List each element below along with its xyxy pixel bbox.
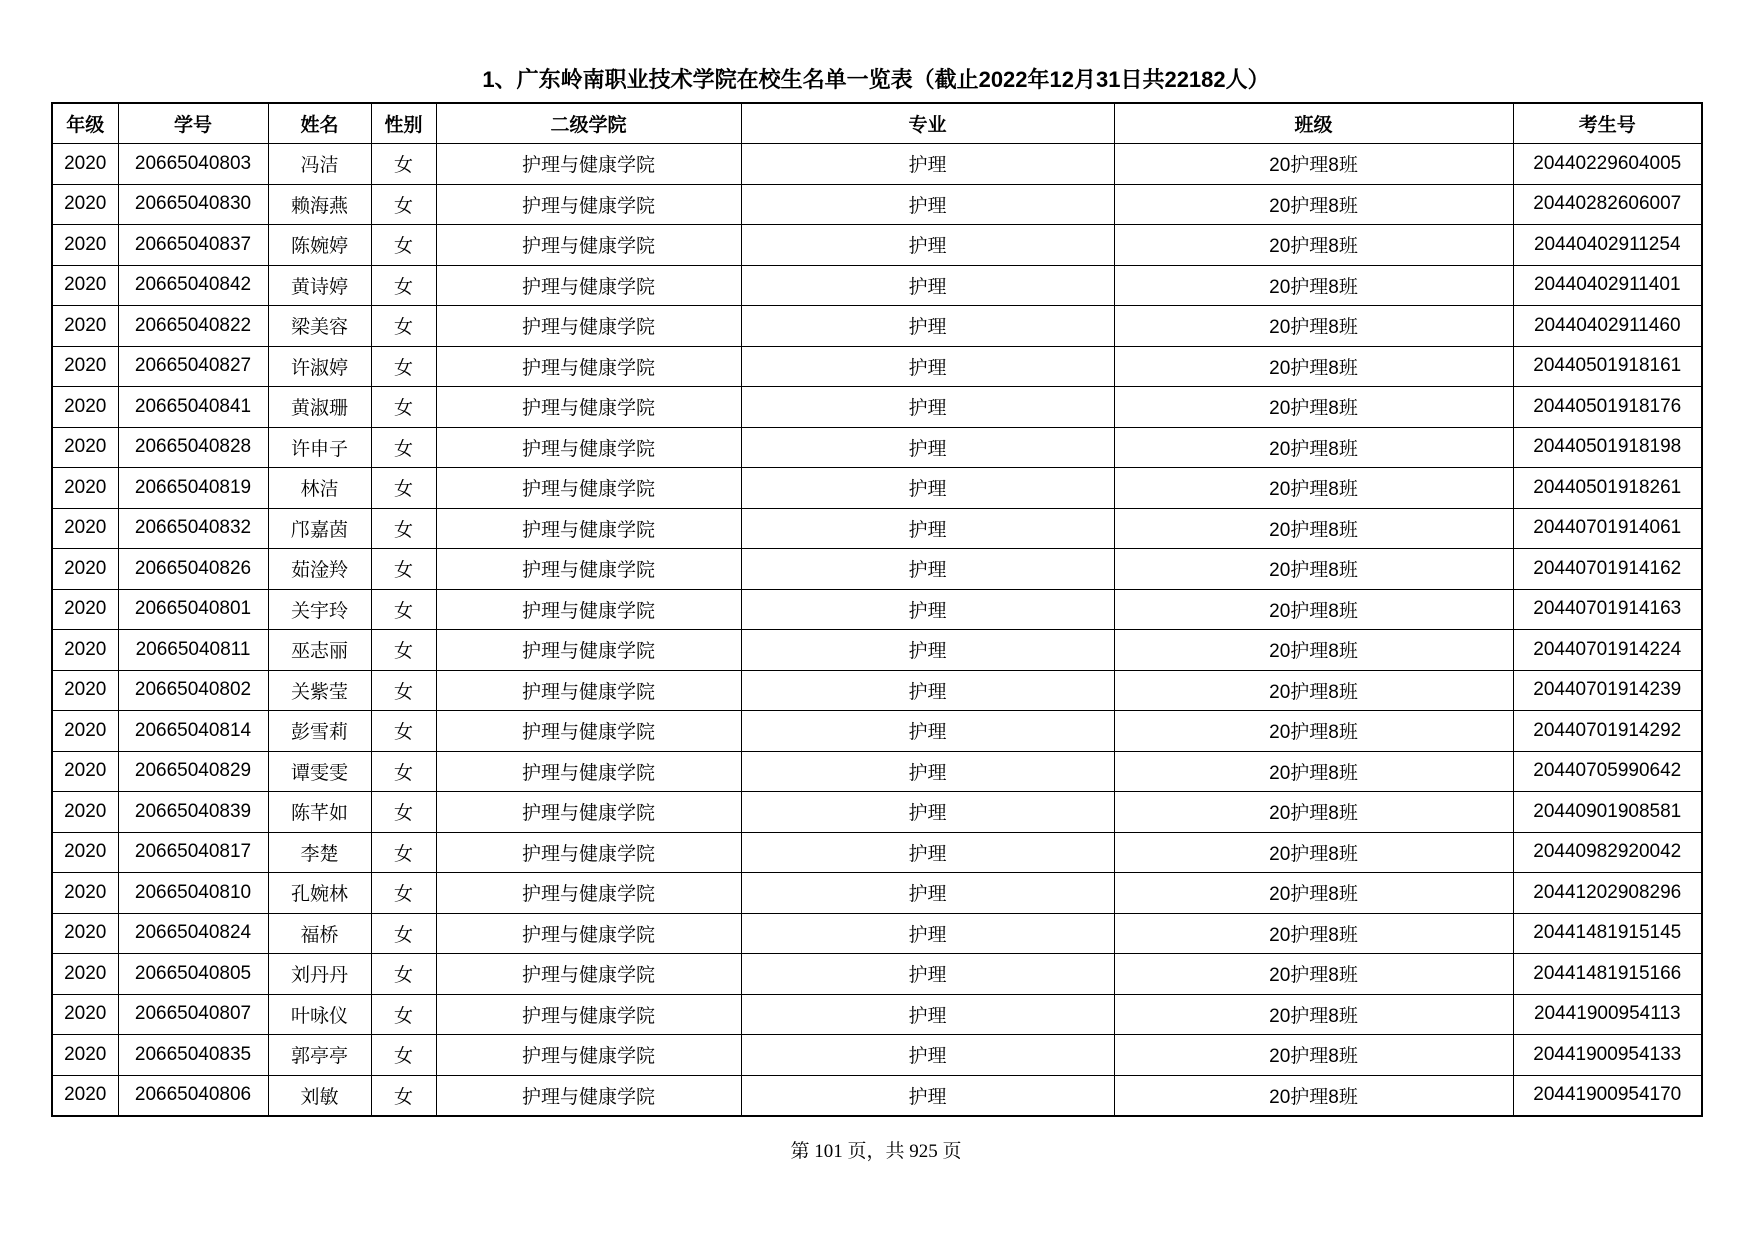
cell-major: 护理 [741, 994, 1114, 1035]
table-row [52, 1075, 1702, 1116]
cell-year: 2020 [52, 994, 118, 1035]
cell-year: 2020 [52, 225, 118, 266]
cell-major: 护理 [741, 346, 1114, 387]
cell-year: 2020 [52, 468, 118, 509]
cell-major: 护理 [741, 670, 1114, 711]
cell-student-id: 20665040826 [118, 549, 268, 590]
cell-name: 梁美容 [268, 306, 371, 347]
cell-year: 2020 [52, 549, 118, 590]
cell-name: 巫志丽 [268, 630, 371, 671]
cell-major: 护理 [741, 549, 1114, 590]
cell-gender: 女 [371, 265, 436, 306]
table-row [52, 873, 1702, 914]
cell-name: 郭亭亭 [268, 1035, 371, 1076]
cell-year: 2020 [52, 265, 118, 306]
cell-major: 护理 [741, 144, 1114, 185]
cell-major: 护理 [741, 427, 1114, 468]
cell-exam-number: 20440282606007 [1513, 184, 1702, 225]
cell-name: 许申子 [268, 427, 371, 468]
cell-year: 2020 [52, 184, 118, 225]
table-row [52, 346, 1702, 387]
cell-class: 20护理8班 [1114, 751, 1513, 792]
cell-major: 护理 [741, 508, 1114, 549]
cell-year: 2020 [52, 873, 118, 914]
cell-major: 护理 [741, 832, 1114, 873]
cell-exam-number: 20441481915145 [1513, 913, 1702, 954]
cell-year: 2020 [52, 792, 118, 833]
cell-gender: 女 [371, 225, 436, 266]
cell-year: 2020 [52, 306, 118, 347]
table-row [52, 225, 1702, 266]
cell-major: 护理 [741, 711, 1114, 752]
cell-college: 护理与健康学院 [436, 670, 741, 711]
cell-year: 2020 [52, 630, 118, 671]
cell-name: 林洁 [268, 468, 371, 509]
cell-student-id: 20665040841 [118, 387, 268, 428]
cell-name: 孔婉林 [268, 873, 371, 914]
cell-major: 护理 [741, 913, 1114, 954]
cell-name: 李楚 [268, 832, 371, 873]
cell-college: 护理与健康学院 [436, 832, 741, 873]
cell-major: 护理 [741, 589, 1114, 630]
table-row [52, 711, 1702, 752]
cell-exam-number: 20440982920042 [1513, 832, 1702, 873]
cell-name: 关宇玲 [268, 589, 371, 630]
column-header-class: 班级 [1114, 103, 1513, 144]
table-row [52, 184, 1702, 225]
cell-major: 护理 [741, 792, 1114, 833]
cell-student-id: 20665040805 [118, 954, 268, 995]
cell-college: 护理与健康学院 [436, 184, 741, 225]
cell-college: 护理与健康学院 [436, 306, 741, 347]
cell-student-id: 20665040832 [118, 508, 268, 549]
cell-college: 护理与健康学院 [436, 508, 741, 549]
cell-exam-number: 20440402911254 [1513, 225, 1702, 266]
cell-student-id: 20665040810 [118, 873, 268, 914]
cell-exam-number: 20440701914163 [1513, 589, 1702, 630]
table-header [52, 103, 1702, 144]
cell-class: 20护理8班 [1114, 954, 1513, 995]
cell-college: 护理与健康学院 [436, 711, 741, 752]
cell-exam-number: 20440701914162 [1513, 549, 1702, 590]
cell-name: 邝嘉茵 [268, 508, 371, 549]
cell-class: 20护理8班 [1114, 184, 1513, 225]
table-body [52, 144, 1702, 1116]
cell-exam-number: 20441900954113 [1513, 994, 1702, 1035]
cell-name: 黄诗婷 [268, 265, 371, 306]
cell-gender: 女 [371, 1035, 436, 1076]
cell-college: 护理与健康学院 [436, 427, 741, 468]
cell-exam-number: 20440705990642 [1513, 751, 1702, 792]
cell-class: 20护理8班 [1114, 387, 1513, 428]
cell-year: 2020 [52, 751, 118, 792]
column-header-exam-number: 考生号 [1513, 103, 1702, 144]
cell-gender: 女 [371, 346, 436, 387]
cell-student-id: 20665040839 [118, 792, 268, 833]
cell-major: 护理 [741, 184, 1114, 225]
table-row [52, 913, 1702, 954]
cell-student-id: 20665040828 [118, 427, 268, 468]
cell-college: 护理与健康学院 [436, 265, 741, 306]
cell-gender: 女 [371, 589, 436, 630]
cell-gender: 女 [371, 468, 436, 509]
cell-major: 护理 [741, 954, 1114, 995]
cell-college: 护理与健康学院 [436, 387, 741, 428]
cell-gender: 女 [371, 994, 436, 1035]
cell-exam-number: 20440701914239 [1513, 670, 1702, 711]
cell-major: 护理 [741, 306, 1114, 347]
table-header-row [52, 103, 1702, 144]
column-header-college: 二级学院 [436, 103, 741, 144]
cell-year: 2020 [52, 1075, 118, 1116]
cell-student-id: 20665040822 [118, 306, 268, 347]
table-row [52, 427, 1702, 468]
cell-college: 护理与健康学院 [436, 630, 741, 671]
cell-college: 护理与健康学院 [436, 994, 741, 1035]
cell-year: 2020 [52, 387, 118, 428]
cell-student-id: 20665040835 [118, 1035, 268, 1076]
cell-college: 护理与健康学院 [436, 792, 741, 833]
cell-class: 20护理8班 [1114, 306, 1513, 347]
table-row [52, 792, 1702, 833]
cell-gender: 女 [371, 954, 436, 995]
cell-class: 20护理8班 [1114, 346, 1513, 387]
cell-gender: 女 [371, 873, 436, 914]
table-row [52, 994, 1702, 1035]
table-row [52, 468, 1702, 509]
cell-major: 护理 [741, 1035, 1114, 1076]
cell-class: 20护理8班 [1114, 1035, 1513, 1076]
cell-exam-number: 20440701914224 [1513, 630, 1702, 671]
cell-name: 关紫莹 [268, 670, 371, 711]
cell-name: 刘丹丹 [268, 954, 371, 995]
cell-college: 护理与健康学院 [436, 225, 741, 266]
cell-exam-number: 20440901908581 [1513, 792, 1702, 833]
cell-class: 20护理8班 [1114, 144, 1513, 185]
cell-student-id: 20665040827 [118, 346, 268, 387]
cell-student-id: 20665040837 [118, 225, 268, 266]
column-header-name: 姓名 [268, 103, 371, 144]
cell-gender: 女 [371, 387, 436, 428]
cell-class: 20护理8班 [1114, 468, 1513, 509]
cell-college: 护理与健康学院 [436, 549, 741, 590]
cell-class: 20护理8班 [1114, 508, 1513, 549]
cell-name: 茹淦羚 [268, 549, 371, 590]
cell-name: 陈芊如 [268, 792, 371, 833]
cell-year: 2020 [52, 832, 118, 873]
cell-college: 护理与健康学院 [436, 589, 741, 630]
cell-gender: 女 [371, 306, 436, 347]
table-row [52, 954, 1702, 995]
cell-name: 冯洁 [268, 144, 371, 185]
cell-class: 20护理8班 [1114, 225, 1513, 266]
cell-class: 20护理8班 [1114, 589, 1513, 630]
cell-year: 2020 [52, 913, 118, 954]
cell-major: 护理 [741, 225, 1114, 266]
cell-college: 护理与健康学院 [436, 144, 741, 185]
column-header-year: 年级 [52, 103, 118, 144]
cell-major: 护理 [741, 387, 1114, 428]
cell-major: 护理 [741, 751, 1114, 792]
cell-student-id: 20665040806 [118, 1075, 268, 1116]
cell-gender: 女 [371, 549, 436, 590]
cell-class: 20护理8班 [1114, 670, 1513, 711]
cell-name: 赖海燕 [268, 184, 371, 225]
cell-exam-number: 20440501918198 [1513, 427, 1702, 468]
student-roster-table [51, 102, 1703, 1117]
table-row [52, 549, 1702, 590]
cell-gender: 女 [371, 630, 436, 671]
cell-gender: 女 [371, 184, 436, 225]
cell-major: 护理 [741, 630, 1114, 671]
cell-year: 2020 [52, 1035, 118, 1076]
cell-name: 叶咏仪 [268, 994, 371, 1035]
cell-class: 20护理8班 [1114, 265, 1513, 306]
cell-college: 护理与健康学院 [436, 873, 741, 914]
cell-college: 护理与健康学院 [436, 954, 741, 995]
cell-name: 刘敏 [268, 1075, 371, 1116]
column-header-major: 专业 [741, 103, 1114, 144]
cell-gender: 女 [371, 144, 436, 185]
cell-name: 黄淑珊 [268, 387, 371, 428]
cell-college: 护理与健康学院 [436, 1035, 741, 1076]
table-row [52, 265, 1702, 306]
table-row [52, 387, 1702, 428]
cell-name: 彭雪莉 [268, 711, 371, 752]
cell-student-id: 20665040807 [118, 994, 268, 1035]
cell-exam-number: 20440402911401 [1513, 265, 1702, 306]
cell-student-id: 20665040829 [118, 751, 268, 792]
table-row [52, 832, 1702, 873]
cell-student-id: 20665040842 [118, 265, 268, 306]
cell-class: 20护理8班 [1114, 427, 1513, 468]
cell-exam-number: 20440701914292 [1513, 711, 1702, 752]
cell-class: 20护理8班 [1114, 994, 1513, 1035]
cell-exam-number: 20440501918176 [1513, 387, 1702, 428]
cell-gender: 女 [371, 670, 436, 711]
cell-name: 谭雯雯 [268, 751, 371, 792]
cell-name: 福桥 [268, 913, 371, 954]
table-row [52, 589, 1702, 630]
table-row [52, 508, 1702, 549]
page-footer: 第 101 页，共 925 页 [790, 1141, 962, 1162]
cell-student-id: 20665040824 [118, 913, 268, 954]
cell-major: 护理 [741, 873, 1114, 914]
cell-student-id: 20665040830 [118, 184, 268, 225]
cell-gender: 女 [371, 711, 436, 752]
cell-student-id: 20665040803 [118, 144, 268, 185]
cell-class: 20护理8班 [1114, 630, 1513, 671]
cell-gender: 女 [371, 792, 436, 833]
table-row [52, 630, 1702, 671]
cell-exam-number: 20440501918261 [1513, 468, 1702, 509]
cell-class: 20护理8班 [1114, 873, 1513, 914]
cell-student-id: 20665040811 [118, 630, 268, 671]
cell-year: 2020 [52, 670, 118, 711]
cell-exam-number: 20441202908296 [1513, 873, 1702, 914]
cell-year: 2020 [52, 144, 118, 185]
cell-exam-number: 20441900954133 [1513, 1035, 1702, 1076]
cell-gender: 女 [371, 913, 436, 954]
cell-year: 2020 [52, 427, 118, 468]
cell-class: 20护理8班 [1114, 913, 1513, 954]
cell-college: 护理与健康学院 [436, 913, 741, 954]
cell-gender: 女 [371, 508, 436, 549]
cell-year: 2020 [52, 589, 118, 630]
cell-year: 2020 [52, 954, 118, 995]
table-row [52, 144, 1702, 185]
cell-major: 护理 [741, 468, 1114, 509]
cell-gender: 女 [371, 832, 436, 873]
cell-name: 许淑婷 [268, 346, 371, 387]
cell-class: 20护理8班 [1114, 711, 1513, 752]
cell-college: 护理与健康学院 [436, 751, 741, 792]
cell-student-id: 20665040817 [118, 832, 268, 873]
cell-year: 2020 [52, 508, 118, 549]
cell-student-id: 20665040819 [118, 468, 268, 509]
cell-exam-number: 20441481915166 [1513, 954, 1702, 995]
cell-college: 护理与健康学院 [436, 346, 741, 387]
cell-exam-number: 20440229604005 [1513, 144, 1702, 185]
cell-major: 护理 [741, 265, 1114, 306]
table-row [52, 306, 1702, 347]
cell-college: 护理与健康学院 [436, 1075, 741, 1116]
document-title: 1、广东岭南职业技术学院在校生名单一览表（截止2022年12月31日共22182人） [482, 67, 1270, 92]
column-header-gender: 性别 [371, 103, 436, 144]
cell-student-id: 20665040801 [118, 589, 268, 630]
cell-exam-number: 20440402911460 [1513, 306, 1702, 347]
cell-student-id: 20665040814 [118, 711, 268, 752]
cell-gender: 女 [371, 1075, 436, 1116]
cell-year: 2020 [52, 711, 118, 752]
table-row [52, 751, 1702, 792]
cell-name: 陈婉婷 [268, 225, 371, 266]
cell-gender: 女 [371, 751, 436, 792]
cell-class: 20护理8班 [1114, 1075, 1513, 1116]
cell-class: 20护理8班 [1114, 792, 1513, 833]
cell-year: 2020 [52, 346, 118, 387]
cell-class: 20护理8班 [1114, 832, 1513, 873]
table-row [52, 1035, 1702, 1076]
cell-exam-number: 20440501918161 [1513, 346, 1702, 387]
cell-class: 20护理8班 [1114, 549, 1513, 590]
cell-exam-number: 20441900954170 [1513, 1075, 1702, 1116]
table-row [52, 670, 1702, 711]
cell-exam-number: 20440701914061 [1513, 508, 1702, 549]
cell-major: 护理 [741, 1075, 1114, 1116]
column-header-student-id: 学号 [118, 103, 268, 144]
cell-college: 护理与健康学院 [436, 468, 741, 509]
cell-gender: 女 [371, 427, 436, 468]
cell-student-id: 20665040802 [118, 670, 268, 711]
